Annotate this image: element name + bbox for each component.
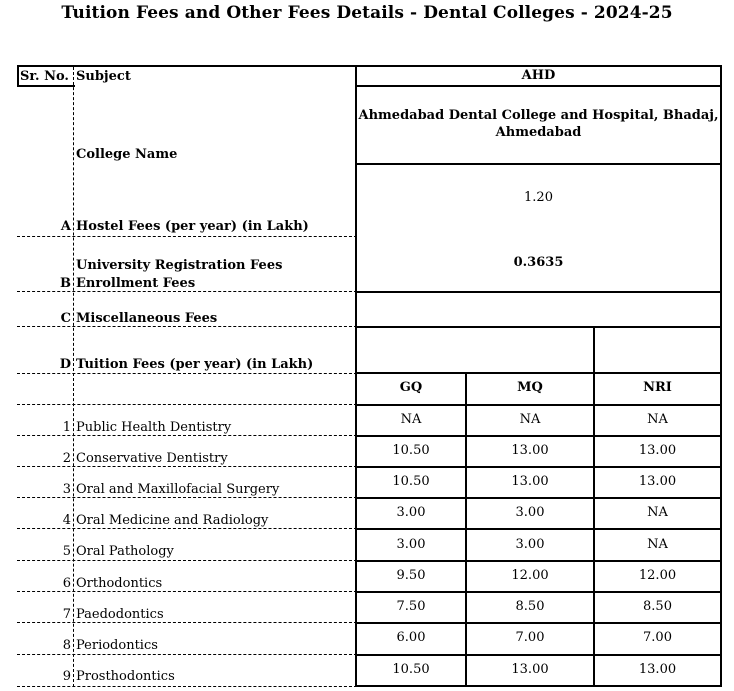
subject-gq: 9.50 [396,568,426,583]
subject-sr: 3 [62,482,71,497]
dashed-line-tuition [17,373,357,374]
hostel-fee-value: 1.20 [524,190,553,205]
subject-sr: 7 [62,607,71,622]
subject-gq: 6.00 [396,630,426,645]
college-name-line1: Ahmedabad Dental College and Hospital, Bhadaj, [358,108,719,123]
subject-sr: 9 [62,669,71,684]
subject-sr: 4 [62,513,71,528]
quota-header-gq: GQ [399,380,423,395]
registration-sr: B [60,276,71,291]
data-area-left-border [355,65,357,687]
hostel-label: Hostel Fees (per year) (in Lakh) [76,219,309,234]
subject-sr: 5 [62,544,71,559]
subject-nri: 8.50 [643,599,672,614]
misc-sr: C [60,311,71,326]
dashed-line-quota [17,404,357,405]
dashed-line-8 [17,654,357,655]
subject-nri: 12.00 [638,568,677,583]
college-row-bottom [355,163,722,165]
subject-nri: NA [647,537,668,552]
subject-name: Prosthodontics [76,669,175,684]
row-line-4 [355,528,722,530]
table-bottom-border [355,685,722,687]
subject-name: Paedodontics [76,607,164,622]
subject-mq: 3.00 [515,505,545,520]
registration-label-line2: Enrollment Fees [76,276,196,291]
subject-gq: 3.00 [396,505,426,520]
subject-mq: 13.00 [511,662,549,677]
subject-nri: 13.00 [638,443,677,458]
subject-name: Public Health Dentistry [76,420,232,435]
quota-header-mq: MQ [517,380,543,395]
subject-mq: 8.50 [515,599,545,614]
dashed-line-hostel [17,236,357,237]
subject-gq: 3.00 [396,537,426,552]
subject-nri: 7.00 [643,630,672,645]
row-line-7 [355,622,722,624]
subject-gq: 10.50 [392,662,430,677]
header-row-bottom [355,85,722,87]
registration-fee-value: 0.3635 [513,255,564,270]
subject-mq: NA [519,412,541,427]
header-college-code: AHD [521,68,556,83]
subject-name: Oral Pathology [76,544,174,559]
header-subject: Subject [76,69,131,84]
subject-name: Oral Medicine and Radiology [76,513,269,528]
subject-mq: 13.00 [511,474,549,489]
subject-nri: 13.00 [638,662,677,677]
subject-gq: 7.50 [396,599,426,614]
subject-sr: 2 [62,451,71,466]
dashed-line-5 [17,560,357,561]
misc-row-top [355,291,722,293]
sr-no-header-bottom [17,85,75,87]
hostel-sr: A [60,219,71,234]
row-line-6 [355,591,722,593]
quota-header-nri: NRI [643,380,672,395]
subject-name: Oral and Maxillofacial Surgery [76,482,280,497]
subject-sr: 8 [62,638,71,653]
row-line-2 [355,466,722,468]
header-sr-no: Sr. No. [20,69,69,84]
subject-mq: 12.00 [511,568,549,583]
misc-label: Miscellaneous Fees [76,311,218,326]
subject-mq: 13.00 [511,443,549,458]
subject-gq: NA [400,412,422,427]
registration-label-line1: University Registration Fees [76,258,283,273]
subject-name: Periodontics [76,638,158,653]
tuition-sr: D [59,357,71,372]
quota-header-top [355,372,722,374]
subject-nri: 13.00 [638,474,677,489]
subject-mq: 3.00 [515,537,545,552]
row-line-0 [355,404,722,406]
subject-gq: 10.50 [392,443,430,458]
college-name-line2: Ahmedabad [495,125,582,140]
table-right-border [720,65,722,687]
row-line-1 [355,435,722,437]
sr-subject-divider [73,67,74,687]
subject-sr: 6 [62,576,71,591]
misc-row-bottom [355,326,722,328]
college-name-label: College Name [76,147,178,162]
subject-mq: 7.00 [515,630,545,645]
page-title: Tuition Fees and Other Fees Details - Dental Colleges - 2024-25 [61,3,673,23]
tuition-label: Tuition Fees (per year) (in Lakh) [76,357,314,372]
row-line-8 [355,654,722,656]
dashed-line-9 [17,686,357,687]
subject-gq: 10.50 [392,474,430,489]
table-left-border [17,65,19,86]
subject-sr: 1 [62,420,71,435]
row-line-5 [355,560,722,562]
subject-nri: NA [647,412,668,427]
subject-name: Conservative Dentistry [76,451,228,466]
row-line-3 [355,497,722,499]
table-top-border [17,65,722,67]
subject-nri: NA [647,505,668,520]
subject-name: Orthodontics [76,576,163,591]
